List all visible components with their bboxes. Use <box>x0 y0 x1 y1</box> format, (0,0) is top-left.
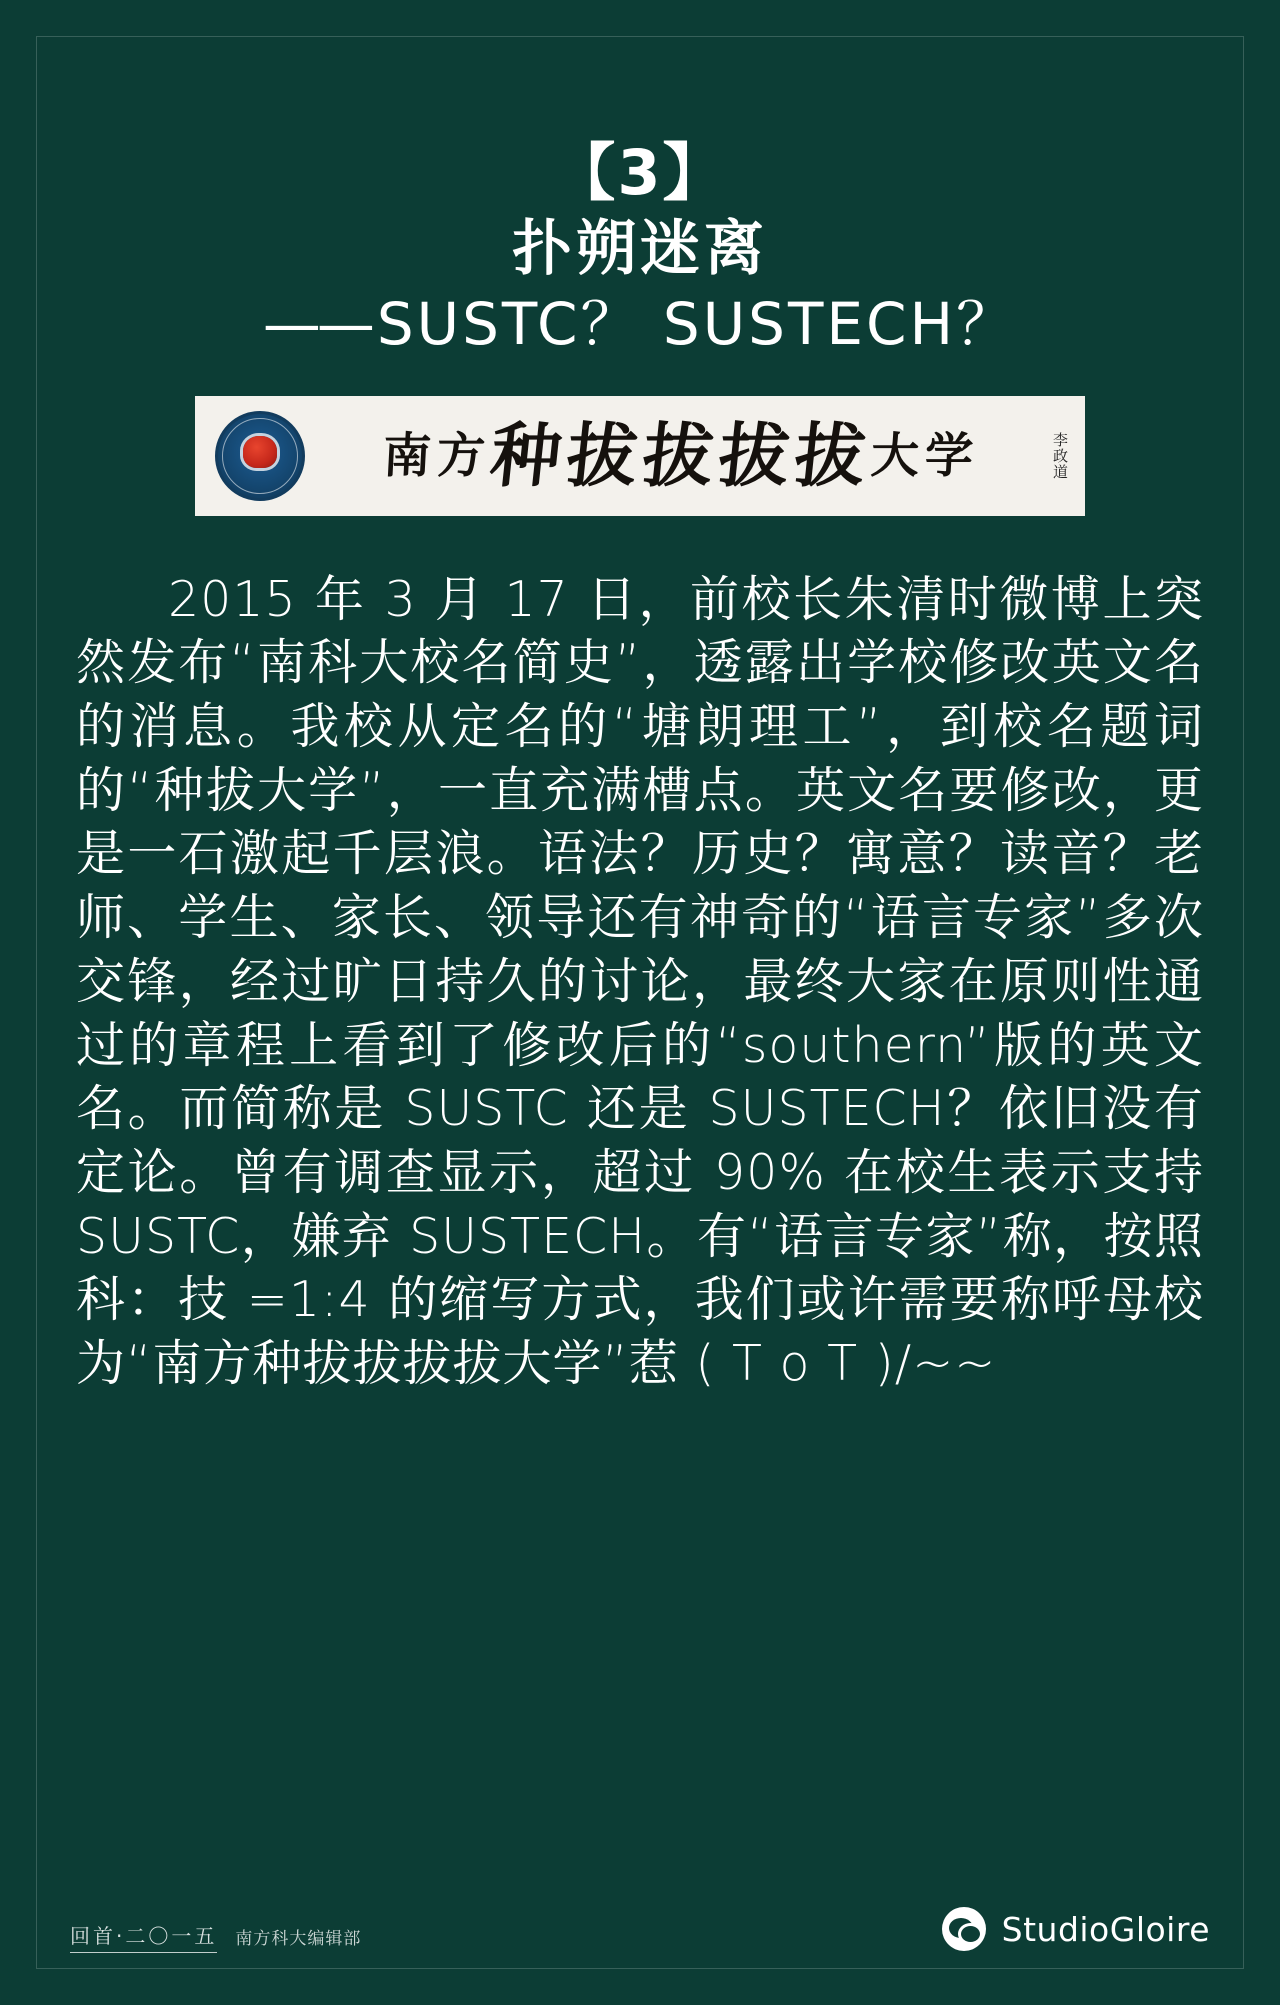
calligraphy-char: 种 <box>486 413 566 497</box>
footer-brand[interactable] <box>942 1907 1210 1951</box>
calligraphy-char: 拔 <box>790 413 870 497</box>
subtitle-dash: —— <box>262 290 371 359</box>
article-paragraph: 2015 年 3 月 17 日，前校长朱清时微博上突然发布“南科大校名简史”，透露出学校修改英文名的消息。我校从定名的“塘朗理工”，到校名题词的“种拔大学”，一直充满槽点。英文名要修改，更是一石激起千层浪。语法？历史？寓意？读音？老师、学生、家长、领导还有神奇的“语言专家”多次交锋，经过旷日持久的讨论，最终大家在原则性通过的章程上看到了修改后的“southern”版的英文名。而简称是 SUSTC 还是 SUSTECH？依旧没有定论。曾有调查显示，超过 90% 在校生表示支持 SUSTC，嫌弃 SUSTECH。有“语言专家”称，按照科：技 =1:4 的缩写方式，我们或许需要称呼母校为“南方种拔拔拔拔大学”惹 ( T o T )/~~ <box>76 570 1204 1392</box>
banner-calligraphy <box>305 413 1051 497</box>
seal-ring <box>222 418 298 494</box>
calligraphy-char: 南 <box>381 427 433 484</box>
wechat-bubble-small <box>961 1926 980 1942</box>
calligraphy-char: 拔 <box>714 413 794 497</box>
calligraphy-banner <box>195 396 1085 516</box>
wechat-icon <box>942 1907 986 1951</box>
calligraphy-char: 拔 <box>638 413 718 497</box>
calligraphy-char: 大 <box>869 427 921 484</box>
footer <box>70 1883 1210 1953</box>
department-label: 南方科大编辑部 <box>235 1929 362 1949</box>
calligraphy-char: 拔 <box>562 413 642 497</box>
brand-name: StudioGloire <box>1001 1909 1210 1949</box>
section-number: 【3】 <box>553 136 727 209</box>
page-subtitle <box>70 290 1210 360</box>
article-body <box>76 568 1204 1396</box>
calligraphy-signature: 李政道 <box>1051 431 1069 480</box>
page-title: 扑朔迷离 <box>512 214 768 285</box>
poster-content <box>70 0 1210 2005</box>
subtitle-text: SUSTC？ SUSTECH？ <box>376 290 1018 359</box>
calligraphy-char: 学 <box>923 427 975 484</box>
footer-left <box>70 1920 361 1953</box>
issue-label: 回首·二〇一五 <box>70 1920 217 1953</box>
calligraphy-char: 方 <box>435 427 487 484</box>
seal-emblem-icon <box>215 411 305 501</box>
title-block <box>70 0 1210 360</box>
